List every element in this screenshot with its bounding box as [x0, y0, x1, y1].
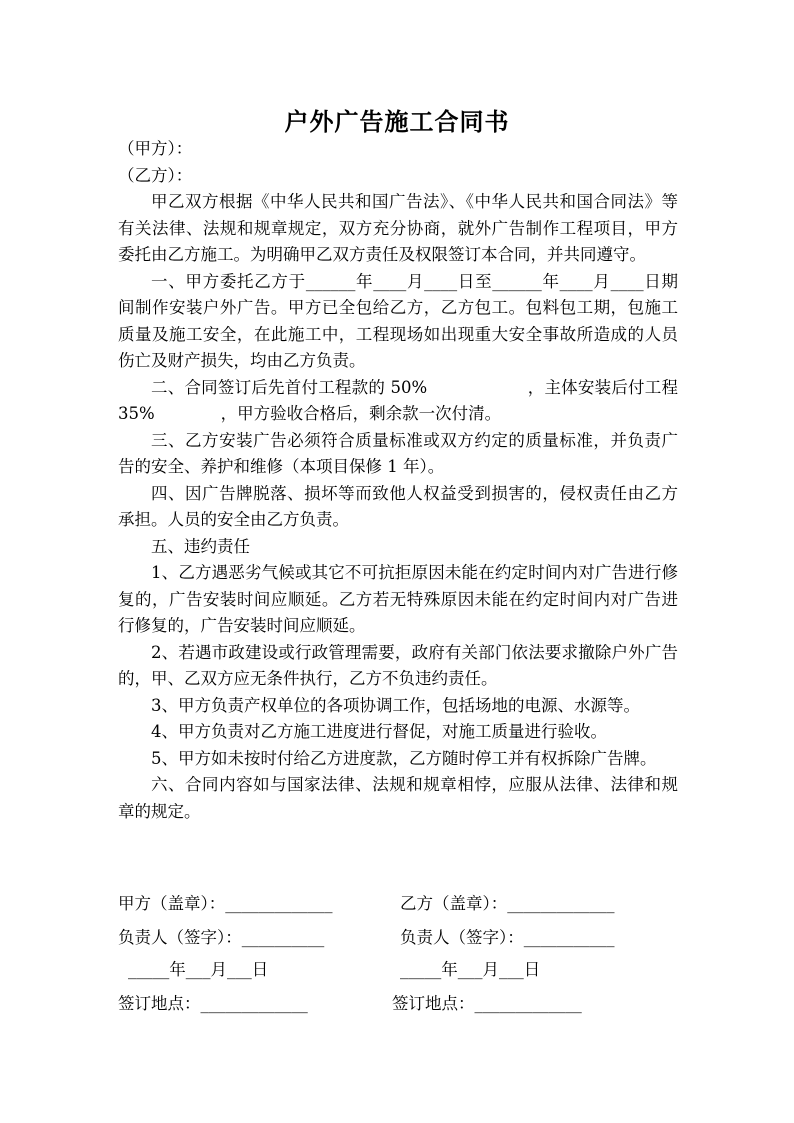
contract-body — [118, 136, 678, 825]
clause-5-item-3: 3、甲方负责产权单位的各项协调工作，包括场地的电源、水源等。 — [151, 695, 640, 715]
party-b-date-line: _____年___月___日 — [400, 960, 541, 979]
party-b-seal-line: 乙方（盖章）：_____________ — [400, 894, 615, 913]
party-a-seal-line: 甲方（盖章）：_____________ — [118, 894, 333, 913]
party-b-place-line: 签订地点：_____________ — [392, 994, 582, 1013]
clause-2: 二、合同签订后先首付工程款的 50% ，主体安装后付工程 35% ，甲方验收合格后，剩余款一次付清。 — [118, 377, 678, 423]
clause-5-item-5: 5、甲方如未按时付给乙方进度款，乙方随时停工并有权拆除广告牌。 — [151, 748, 657, 768]
clause-4: 四、因广告牌脱落、损坏等而致他人权益受到损害的，侵权责任由乙方承担。人员的安全由乙方负责。 — [118, 483, 678, 529]
clause-1: 一、甲方委托乙方于______年____月____日至______年____月____日期间制作安装户外广告。甲方已全包给乙方，乙方包工。包料包工期，包施工质量及施工安全，在此施工中，工程现场如出现重大安全事故所造成的人员伤亡及财产损失，均由乙方负责。 — [118, 271, 678, 370]
clause-5-item-4: 4、甲方负责对乙方施工进度进行督促，对施工质量进行验收。 — [151, 722, 607, 741]
clause-5-heading: 五、违约责任 — [151, 536, 250, 556]
clause-5-item-1: 1、乙方遇恶劣气候或其它不可抗拒原因未能在约定时间内对广告进行修复的，广告安装时间应顺延。乙方若无特殊原因未能在约定时间内对广告进行修复的，广告安装时间应顺延。 — [118, 563, 678, 635]
party-b-line: （乙方）： — [118, 165, 193, 185]
clause-5-item-2: 2、若遇市政建设或行政管理需要，政府有关部门依法要求撤除户外广告的，甲、乙双方应无条件执行，乙方不负违约责任。 — [118, 642, 678, 688]
clause-3: 三、乙方安装广告必须符合质量标准或双方约定的质量标准，并负责广告的安全、养护和维修（本项目保修 1 年）。 — [118, 430, 678, 476]
party-a-date-line: _____年___月___日 — [128, 960, 269, 979]
party-a-line: （甲方）： — [118, 139, 193, 158]
preamble-paragraph: 甲乙双方根据《中华人民共和国广告法》、《中华人民共和国合同法》等有关法律、法规和规章规定，双方充分协商，就外广告制作工程项目，甲方委托由乙方施工。为明确甲乙双方责任及权限签订本合同，并共同遵守。 — [118, 192, 678, 264]
party-b-person-line: 负责人（签字）：___________ — [400, 928, 615, 947]
party-a-person-line: 负责人（签字）：__________ — [118, 928, 325, 947]
clause-6: 六、合同内容如与国家法律、法规和规章相悖，应服从法律、法律和规章的规定。 — [118, 775, 678, 821]
party-a-place-line: 签订地点：_____________ — [118, 994, 308, 1013]
document-title: 户外广告施工合同书 — [284, 107, 510, 136]
